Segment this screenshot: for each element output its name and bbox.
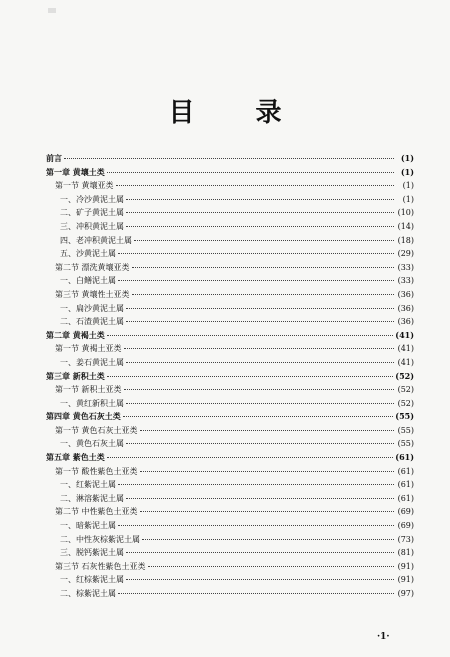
toc-entry-label: 二、中性灰棕紫泥土属: [60, 534, 140, 544]
toc-entry-label: 第一章 黄壤土类: [46, 166, 105, 177]
toc-entry-label: 一、扁沙黄泥土属: [60, 303, 124, 313]
toc-entry[interactable]: [46, 424, 414, 438]
toc-entry[interactable]: [46, 179, 414, 193]
toc-entry-label: 第四章 黄色石灰土类: [46, 411, 121, 422]
toc-entry-label: 前言: [46, 153, 62, 163]
toc-entry-page: (33): [397, 276, 414, 286]
toc-entry-page: (61): [397, 466, 414, 476]
dot-leader: [126, 308, 394, 309]
table-of-contents: [46, 152, 414, 601]
dot-leader: [118, 484, 394, 485]
dot-leader: [123, 416, 394, 417]
toc-entry-label: 第三章 新积土类: [46, 370, 105, 381]
dot-leader: [126, 403, 394, 404]
dot-leader: [140, 430, 394, 431]
dot-leader: [126, 199, 394, 200]
toc-entry[interactable]: [46, 274, 414, 288]
toc-entry-label: 第三节 石灰性紫色土亚类: [55, 561, 146, 571]
toc-entry-label: 第一节 黄褐土亚类: [55, 344, 122, 354]
toc-entry[interactable]: [46, 437, 414, 451]
toc-entry-label: 五、沙黄泥土属: [60, 249, 116, 259]
toc-entry-page: (55): [397, 425, 414, 435]
toc-entry-page: (91): [397, 575, 414, 585]
dot-leader: [126, 362, 394, 363]
toc-entry[interactable]: [46, 465, 414, 479]
toc-entry[interactable]: [46, 234, 414, 248]
toc-entry[interactable]: [46, 261, 414, 275]
scan-artifact: [48, 8, 56, 13]
toc-entry-page: (36): [397, 317, 414, 327]
toc-entry-page: (52): [397, 398, 414, 408]
page-number: ·1·: [377, 632, 390, 642]
toc-entry-page: (69): [397, 507, 414, 517]
toc-entry-page: (73): [397, 534, 414, 544]
dot-leader: [126, 552, 394, 553]
dot-leader: [118, 253, 394, 254]
toc-entry-label: 二、矿子黄泥土属: [60, 208, 124, 218]
dot-leader: [126, 443, 394, 444]
dot-leader: [107, 376, 394, 377]
dot-leader: [118, 593, 394, 594]
toc-entry[interactable]: [46, 288, 414, 302]
toc-entry[interactable]: [46, 315, 414, 329]
toc-entry-label: 第五章 紫色土类: [46, 452, 105, 463]
toc-entry[interactable]: [46, 370, 414, 384]
toc-entry-page: (10): [397, 208, 414, 218]
toc-entry-label: 一、姜石黄泥土属: [60, 357, 124, 367]
toc-entry-label: 第二节 中性紫色土亚类: [55, 507, 138, 517]
dot-leader: [107, 457, 394, 458]
dot-leader: [126, 212, 394, 213]
toc-entry-page: (41): [397, 344, 414, 354]
toc-entry-page: (97): [397, 589, 414, 598]
dot-leader: [132, 267, 394, 268]
dot-leader: [124, 389, 394, 390]
dot-leader: [140, 511, 394, 512]
toc-entry[interactable]: [46, 451, 414, 465]
dot-leader: [126, 321, 394, 322]
toc-entry-label: 一、暗紫泥土属: [60, 521, 116, 531]
toc-entry[interactable]: [46, 505, 414, 519]
dot-leader: [132, 294, 394, 295]
dot-leader: [126, 226, 394, 227]
toc-entry-page: (36): [397, 289, 414, 299]
dot-leader: [134, 240, 394, 241]
toc-entry-label: 四、老冲积黄泥土属: [60, 235, 132, 245]
dot-leader: [140, 471, 394, 472]
toc-entry[interactable]: [46, 152, 414, 166]
toc-entry-page: (69): [397, 521, 414, 531]
toc-entry[interactable]: [46, 342, 414, 356]
toc-entry-label: 第一节 黄色石灰土亚类: [55, 425, 138, 435]
toc-entry[interactable]: [46, 193, 414, 207]
toc-entry[interactable]: [46, 519, 414, 533]
dot-leader: [124, 348, 394, 349]
toc-entry-label: 一、红棕紫泥土属: [60, 575, 124, 585]
toc-entry[interactable]: [46, 356, 414, 370]
toc-entry[interactable]: [46, 560, 414, 574]
toc-entry[interactable]: [46, 478, 414, 492]
toc-entry[interactable]: [46, 397, 414, 411]
toc-entry-label: 二、棕紫泥土属: [60, 589, 116, 598]
toc-entry-label: 一、红紫泥土属: [60, 480, 116, 490]
toc-entry[interactable]: [46, 546, 414, 560]
toc-entry[interactable]: [46, 410, 414, 424]
dot-leader: [118, 280, 394, 281]
toc-entry[interactable]: [46, 247, 414, 261]
toc-entry-page: (1): [400, 166, 414, 177]
toc-entry-page: (1): [402, 194, 414, 204]
toc-entry-label: 一、白鳝泥土属: [60, 276, 116, 286]
toc-entry-page: (33): [397, 262, 414, 272]
toc-entry-page: (18): [397, 235, 414, 245]
toc-entry[interactable]: [46, 220, 414, 234]
dot-leader: [148, 566, 394, 567]
toc-entry-page: (41): [395, 329, 414, 340]
toc-entry-label: 第二节 漂洗黄壤亚类: [55, 262, 130, 272]
toc-entry-page: (52): [395, 370, 414, 381]
toc-entry-page: (61): [397, 480, 414, 490]
toc-entry[interactable]: [46, 166, 414, 180]
toc-entry-label: 第三节 黄壤性土亚类: [55, 289, 130, 299]
toc-entry[interactable]: [46, 573, 414, 587]
toc-entry[interactable]: [46, 329, 414, 343]
toc-entry-page: (1): [400, 153, 414, 163]
dot-leader: [118, 525, 394, 526]
toc-entry-label: 二、淋溶紫泥土属: [60, 493, 124, 503]
toc-entry-page: (61): [397, 493, 414, 503]
toc-entry-label: 一、冷沙黄泥土属: [60, 194, 124, 204]
toc-entry-page: (91): [397, 561, 414, 571]
toc-entry-page: (41): [397, 357, 414, 367]
page-title: 目 录: [168, 98, 308, 128]
toc-entry-page: (55): [397, 439, 414, 449]
dot-leader: [126, 579, 394, 580]
dot-leader: [116, 185, 394, 186]
dot-leader: [64, 158, 394, 159]
dot-leader: [107, 172, 394, 173]
toc-entry-page: (29): [397, 249, 414, 259]
toc-entry[interactable]: [46, 533, 414, 547]
toc-entry[interactable]: [46, 302, 414, 316]
dot-leader: [142, 539, 394, 540]
toc-entry[interactable]: [46, 587, 414, 601]
toc-entry[interactable]: [46, 492, 414, 506]
toc-entry-label: 一、黄红新积土属: [60, 398, 124, 408]
toc-entry-label: 第一节 黄壤亚类: [55, 181, 114, 191]
toc-entry-label: 三、冲积黄泥土属: [60, 221, 124, 231]
toc-entry-page: (81): [397, 548, 414, 558]
toc-entry-label: 第一节 新积土亚类: [55, 385, 122, 395]
toc-entry-page: (61): [395, 452, 414, 463]
toc-entry-label: 一、黄色石灰土属: [60, 439, 124, 449]
dot-leader: [126, 498, 394, 499]
toc-entry-label: 二、石渣黄泥土属: [60, 317, 124, 327]
toc-entry[interactable]: [46, 206, 414, 220]
toc-entry-label: 三、脱钙紫泥土属: [60, 548, 124, 558]
toc-entry-page: (14): [397, 221, 414, 231]
toc-entry-label: 第一节 酸性紫色土亚类: [55, 466, 138, 476]
toc-entry-page: (55): [395, 411, 414, 422]
dot-leader: [107, 335, 394, 336]
toc-entry-page: (1): [402, 181, 414, 191]
toc-entry-label: 第二章 黄褐土类: [46, 329, 105, 340]
toc-entry-page: (52): [397, 385, 414, 395]
toc-entry[interactable]: [46, 383, 414, 397]
toc-entry-page: (36): [397, 303, 414, 313]
